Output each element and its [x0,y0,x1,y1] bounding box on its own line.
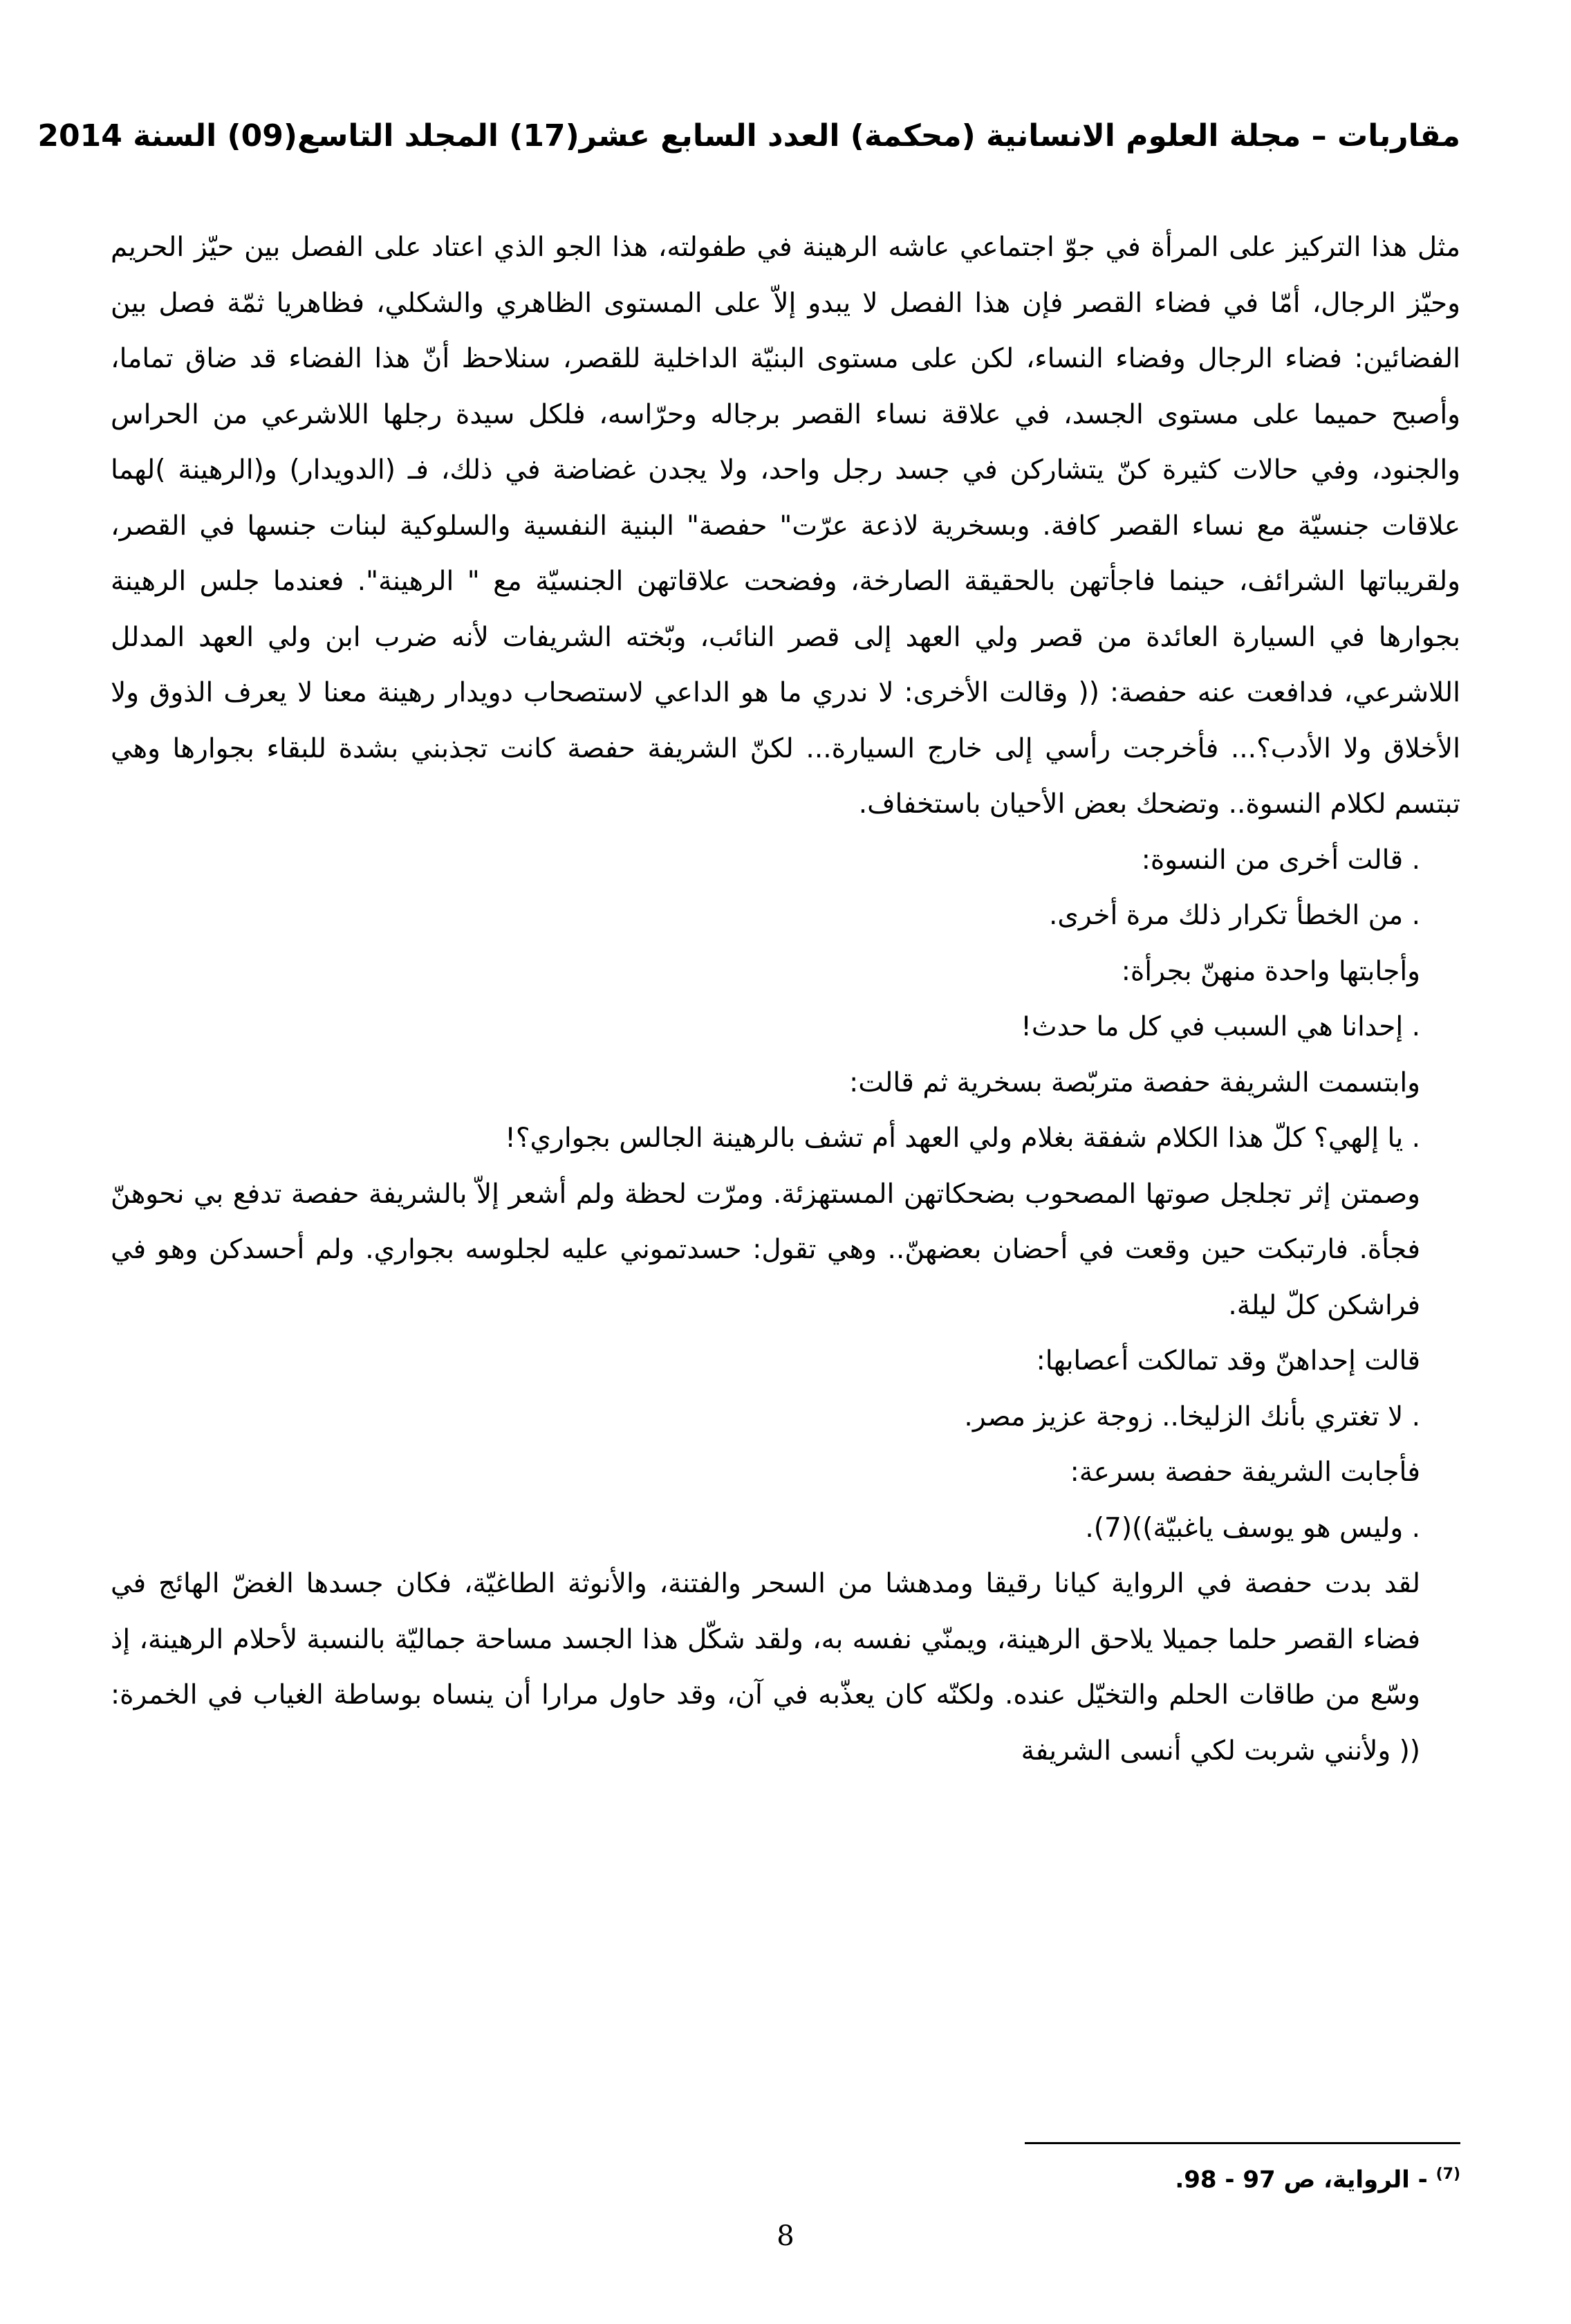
dialogue-line: وأجابتها واحدة منهنّ بجرأة: [1121,955,1420,987]
journal-header: مقاربات – مجلة العلوم الانسانية (محكمة) العدد السابع عشر(17) المجلد التاسع(09) السنة 2014 [37,118,1460,154]
paragraph: مثل هذا التركيز على المرأة في جوّ اجتماعي عاشه الرهينة في طفولته، هذا الجو الذي اعتاد على الفصل بين حيّز الحريم وحيّز الرجال، أمّا في فضاء القصر فإن هذا الفصل لا يبدو إلاّ على المستوى الظاهري والشكلي، فظاهريا ثمّة فصل بين الفضائين: فضاء الرجال وفضاء النساء، لكن على مستوى البنيّة الداخلية للقصر، سنلاحظ أنّ هذا الفضاء قد ضاق تماما، وأصبح حميما على مستوى الجسد، في علاقة نساء القصر برجاله وحرّاسه، فلكل سيدة رجلها اللاشرعي من الحراس والجنود، وفي حالات كثيرة كنّ يتشاركن في جسد رجل واحد، ولا يجدن غضاضة في ذلك، فـ (الدويدار) و(الرهينة )لهما علاقات جنسيّة مع نساء القصر كافة. وبسخرية لاذعة عرّت" حفصة" البنية النفسية والسلوكية لبنات جنسها في القصر، ولقريباتها الشرائف، حينما فاجأتهن بالحقيقة الصارخة، وفضحت علاقاتهن الجنسيّة مع " الرهينة". فعندما جلس الرهينة بجوارها في السيارة العائدة من قصر ولي العهد إلى قصر النائب، وبّخته الشريفات لأنه ضرب ابن ولي العهد المدلل اللاشرعي، فدافعت عنه حفصة: (( وقالت الأخرى: لا ندري ما هو الداعي لاستصحاب دويدار رهينة معنا لا يعرف الذوق ولا الأخلاق ولا الأدب؟... فأخرجت رأسي إلى خارج السيارة... لكنّ الشريفة حفصة كانت تجذبني بشدة للبقاء بجوارها وهي تبتسم لكلام النسوة.. وتضحك بعض الأحيان باستخفاف. [111,232,1460,820]
dialogue-line: . وليس هو يوسف ياغبيّة))(7). [1085,1512,1420,1544]
dialogue-line: . يا إلهي؟ كلّ هذا الكلام شفقة بغلام ولي العهد أم تشف بالرهينة الجالس بجواري؟! [505,1123,1420,1154]
dialogue-line: قالت إحداهنّ وقد تمالكت أعصابها: [1036,1345,1420,1376]
footnote-separator [1025,2142,1460,2144]
dialogue-line: وابتسمت الشريفة حفصة متربّصة بسخرية ثم قالت: [849,1067,1420,1098]
dialogue-line: . من الخطأ تكرار ذلك مرة أخرى. [1048,900,1420,931]
paragraph: لقد بدت حفصة في الرواية كيانا رقيقا ومدهشا من السحر والفتنة، والأنوثة الطاغيّة، فكان جسدها الغضّ الهائج في فضاء القصر حلما جميلا يلاحق الرهينة، ويمنّي نفسه به، ولقد شكّل هذا الجسد مساحة جماليّة بالنسبة لأحلام الرهينة، إذ وسّع من طاقات الحلم والتخيّل عنده. ولكنّه كان يعذّبه في آن، وقد حاول مرارا أن ينساه بوساطة الغياب في الخمرة: (( ولأنني شربت لكي أنسى الشريفة [111,1568,1420,1767]
footnote-text: - الرواية، ص 97 - 98. [1175,2166,1428,2194]
paragraph: وصمتن إثر تجلجل صوتها المصحوب بضحكاتهن المستهزئة. ومرّت لحظة ولم أشعر إلاّ بالشريفة حفصة تدفع بي نحوهنّ فجأة. فارتبكت حين وقعت في أحضان بعضهنّ.. وهي تقول: حسدتموني عليه لجلوسه بجواري. ولم أحسدكن وهو في فراشكن كلّ ليلة. [111,1178,1420,1321]
page-number: 8 [777,2220,794,2252]
footnote [1175,2155,1460,2199]
body-text [111,220,1460,1779]
footnote-marker: (7) [1435,2166,1460,2183]
dialogue-line: . لا تغتري بأنك الزليخا.. زوجة عزيز مصر. [964,1401,1420,1432]
dialogue-line: . إحدانا هي السبب في كل ما حدث! [1021,1011,1420,1042]
dialogue-line: . قالت أخرى من النسوة: [1141,844,1420,876]
dialogue-line: فأجابت الشريفة حفصة بسرعة: [1070,1457,1420,1488]
